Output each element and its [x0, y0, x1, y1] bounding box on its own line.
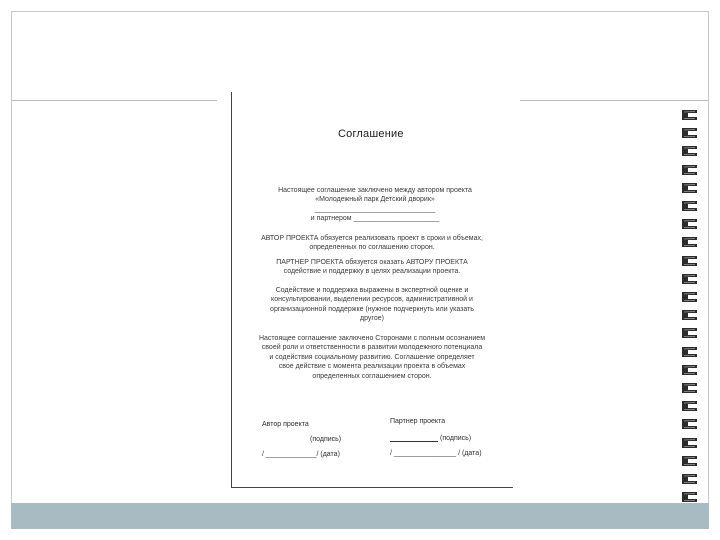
spiral-ring-icon: [680, 326, 700, 340]
spiral-ring-icon: [680, 144, 700, 158]
spiral-ring-icon: [680, 181, 700, 195]
spiral-ring-icon: [680, 436, 700, 450]
spiral-ring-icon: [680, 272, 700, 286]
spiral-ring-icon: [680, 345, 700, 359]
document-title: Соглашение: [338, 128, 404, 140]
spiral-ring-icon: [680, 108, 700, 122]
author-signature-heading: Автор проекта: [262, 421, 309, 428]
spiral-ring-icon: [680, 417, 700, 431]
document-edge-left: [231, 92, 232, 488]
document-paragraph-partner-obligation: ПАРТНЕР ПРОЕКТА обязуется оказать АВТОРУ ПРОЕКТА содействие и поддержку в целях реализации проекта.: [276, 259, 468, 276]
spiral-ring-icon: [680, 381, 700, 395]
spiral-ring-icon: [680, 235, 700, 249]
footer-band: [11, 503, 709, 529]
partner-date-line: / ________________ / (дата): [390, 450, 482, 457]
spiral-ring-icon: [680, 454, 700, 468]
spiral-ring-icon: [680, 472, 700, 486]
title-divider-right: [520, 100, 709, 101]
spiral-ring-icon: [680, 363, 700, 377]
partner-signature-line: [390, 441, 438, 442]
spiral-binding: [680, 108, 702, 503]
spiral-ring-icon: [680, 126, 700, 140]
spiral-ring-icon: [680, 399, 700, 413]
spiral-ring-icon: [680, 290, 700, 304]
author-signature-caption: (подпись): [310, 436, 342, 443]
title-divider-left: [11, 100, 217, 101]
document-paragraph-author-obligation: АВТОР ПРОЕКТА обязуется реализовать проект в сроки и объемах, определенных по соглашению сторон.: [261, 235, 483, 252]
spiral-ring-icon: [680, 254, 700, 268]
partner-signature-heading: Партнер проекта: [390, 418, 446, 425]
document-paragraph-parties: Настоящее соглашение заключено между автором проекта «Молодежный парк Детский дворик» _______________________________ и партнером ______________________: [278, 187, 472, 223]
spiral-ring-icon: [680, 217, 700, 231]
document-paragraph-support: Содействие и поддержка выражены в экспертной оценке и консультировании, выделении ресурсов, административной и организационной поддержке (нужное подчеркнуть или указать другое): [270, 287, 474, 323]
spiral-ring-icon: [680, 308, 700, 322]
author-date-line: / _____________/ (дата): [262, 451, 340, 458]
partner-signature-caption: (подпись): [440, 435, 472, 442]
document-paragraph-closing: Настоящее соглашение заключено Сторонами с полным осознанием своей роли и ответственности в развитии молодежного потенциала и содействия социальному развитию. Соглашение определяет свое действие с момента реализации проекта в объемах определенных соглашением сторон.: [258, 335, 486, 380]
document-edge-bottom: [231, 487, 513, 488]
spiral-ring-icon: [680, 163, 700, 177]
spiral-ring-icon: [680, 199, 700, 213]
